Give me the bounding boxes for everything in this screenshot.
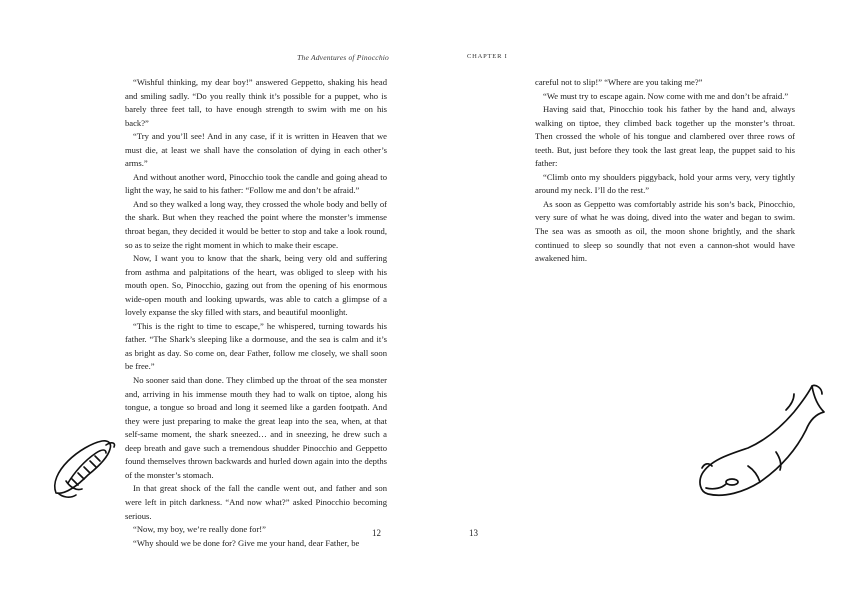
page-number: 13 xyxy=(469,528,478,538)
hat-illustration xyxy=(48,433,120,503)
paragraph: In that great shock of the fall the candle went out, and father and son were left in pitch darkness. “And now what?” asked Pinocchio becoming serious. xyxy=(125,483,387,521)
paragraph: And so they walked a long way, they crossed the whole body and belly of the shark. But when they reached the point where the monster’s immense throat began, they decided it would be better to stop and take a look round, so as to seize the right moment in which to make their escape. xyxy=(125,198,387,250)
paragraph: “Climb onto my shoulders piggyback, hold your arms very, very tightly around my neck. I’ll do the rest.” xyxy=(535,171,795,196)
shark-illustration xyxy=(690,378,840,502)
right-page xyxy=(425,0,851,603)
paragraph: “Try and you’ll see! And in any case, if it is written in Heaven that we must die, at least we shall have the consolation of dying in each other’s arms.” xyxy=(125,131,387,169)
paragraph: “We must try to escape again. Now come with me and don’t be afraid.” xyxy=(543,90,789,101)
left-page xyxy=(0,0,425,603)
body-text xyxy=(535,76,795,266)
paragraph: “Now, my boy, we’re really done for!” xyxy=(133,524,266,535)
page-number: 12 xyxy=(372,528,381,538)
paragraph: “This is the right to time to escape,” he whispered, turning towards his father. “The Shark’s sleeping like a dormouse, and the sea is calm and it’s as bright as day. So come on, dear Father, follow me closely, we shall soon be free.” xyxy=(125,320,387,372)
body-text xyxy=(125,76,387,550)
paragraph: “Why should we be done for? Give me your hand, dear Father, be xyxy=(133,537,360,548)
running-head: CHAPTER I xyxy=(467,53,508,60)
paragraph: And without another word, Pinocchio took the candle and going ahead to light the way, he said to his father: “Follow me and don’t be afraid.” xyxy=(125,171,387,196)
paragraph: As soon as Geppetto was comfortably astride his son’s back, Pinocchio, very sure of what he was doing, dived into the water and began to swim. The sea was as smooth as oil, the moon shone brightly, and the shark continued to sleep so soundly that not even a cannon-shot would have awakened him. xyxy=(535,198,795,264)
paragraph: Now, I want you to know that the shark, being very old and suffering from asthma and palpitations of the heart, was obliged to sleep with his mouth open. So, Pinocchio, gazing out from the opening of his enormous wide-open mouth and looking upwards, was able to catch a glimpse of a lovely expanse the sky filled with stars, and beautiful moonlight. xyxy=(125,253,387,318)
running-head: The Adventures of Pinocchio xyxy=(297,53,389,62)
paragraph: Having said that, Pinocchio took his father by the hand and, always walking on tiptoe, they climbed back together up the monster’s throat. Then crossed the whole of his tongue and clambered over three rows of teeth. But, just before they took the last great leap, the puppet said to his father: xyxy=(535,104,795,169)
paragraph: No sooner said than done. They climbed up the throat of the sea monster and, arriving in his immense mouth they had to walk on tiptoe, along his tongue, a tongue so broad and long it seemed like a garden footpath. And they were just preparing to make the great leap into the sea, when, at that self-same moment, the shark sneezed… and in sneezing, he drew such a deep breath and gave such a tremendous shudder Pinocchio and Geppetto found themselves thrown backwards and hurled down again into the depths of the monster’s stomach. xyxy=(125,375,387,480)
paragraph: “Wishful thinking, my dear boy!” answered Geppetto, shaking his head and smiling sadly. “Do you really think it’s possible for a puppet, who is barely three feet tall, to have enough strength to swim with me on his back?” xyxy=(125,77,387,128)
paragraph: careful not to slip!” “Where are you taking me?” xyxy=(535,77,703,87)
